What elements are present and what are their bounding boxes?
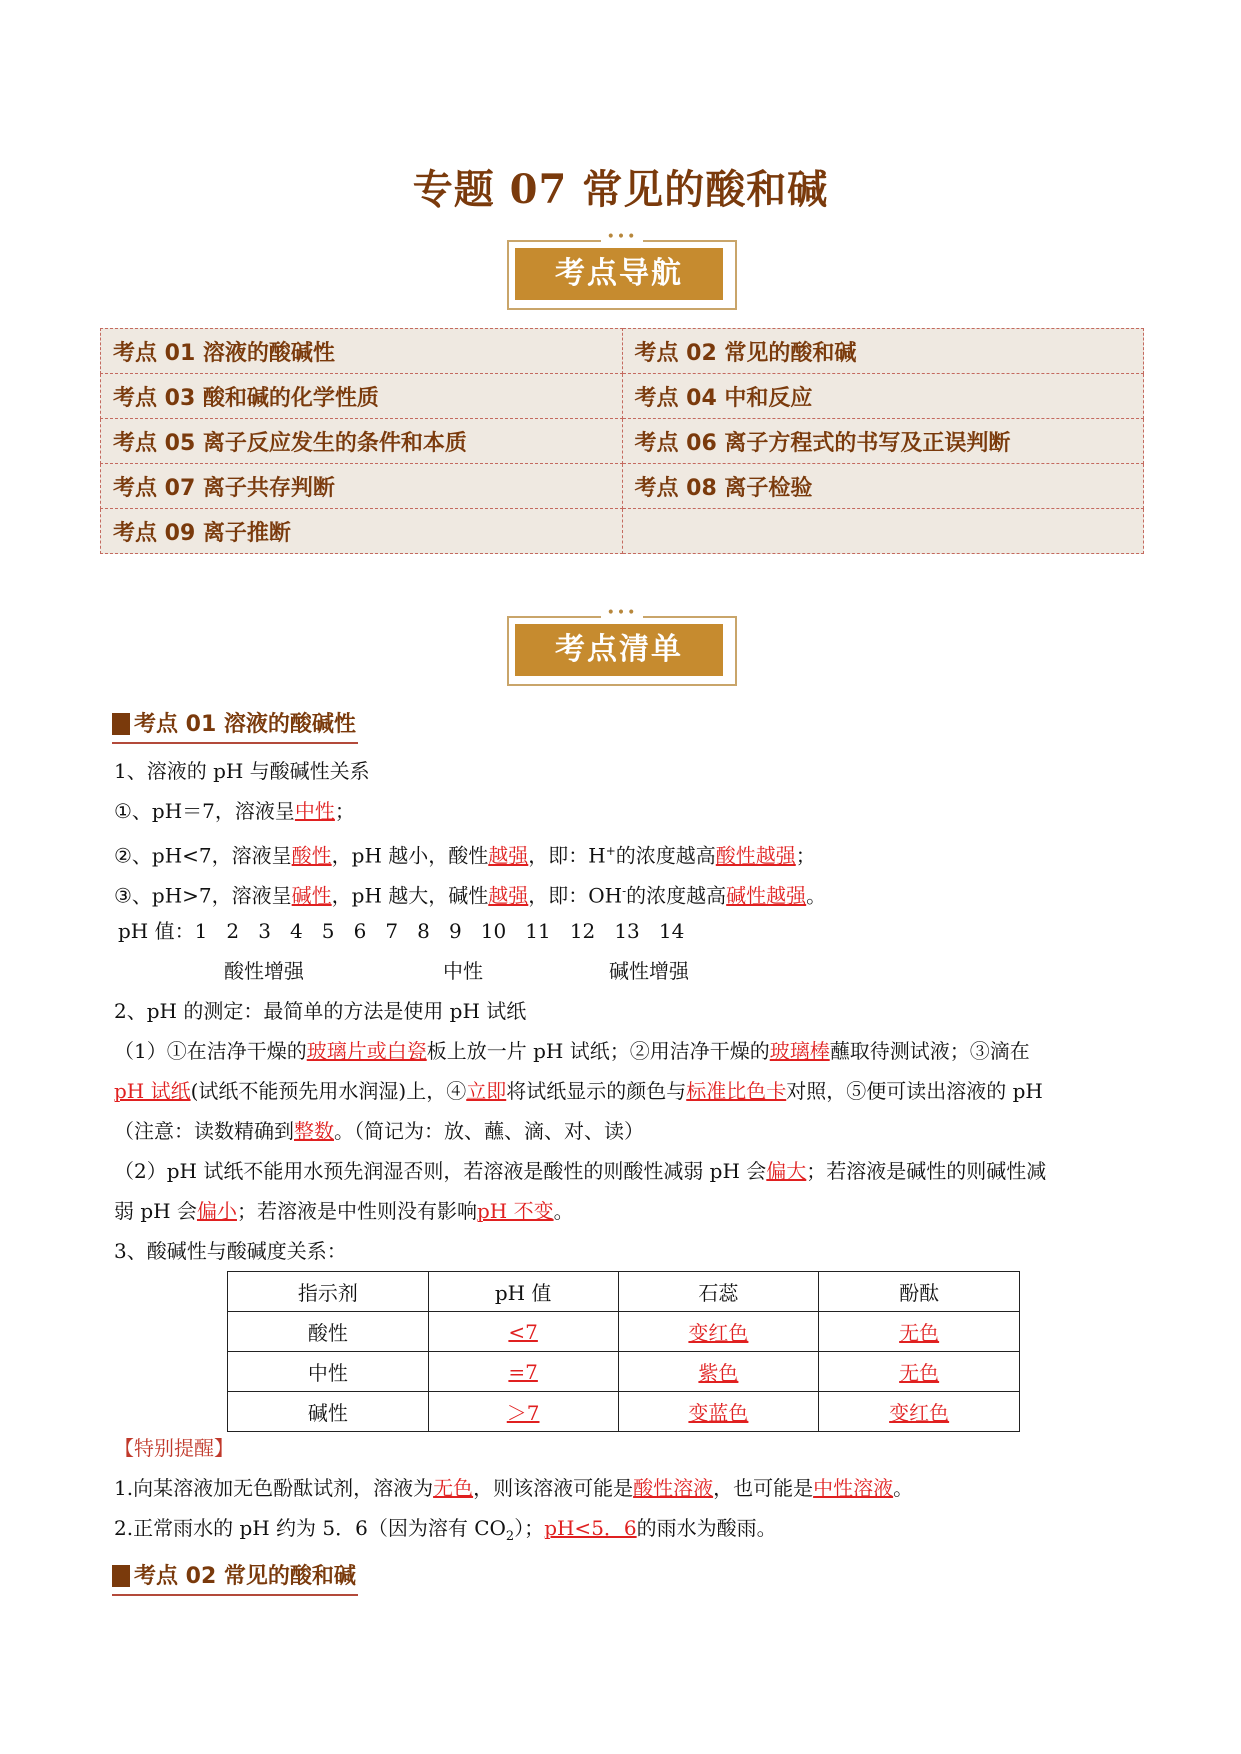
text-line: （注意：读数精确到整数。（简记为：放、蘸、滴、对、读） — [114, 1119, 644, 1143]
answer-blank: 标准比色卡 — [686, 1079, 787, 1103]
answer-blank: 偏小 — [196, 1199, 237, 1223]
text-line: 2、pH 的测定：最简单的方法是使用 pH 试纸 — [114, 999, 527, 1023]
table-cell: <7 — [428, 1312, 618, 1352]
table-cell: 变红色 — [618, 1312, 819, 1352]
answer-blank: 玻璃片或白瓷 — [306, 1039, 427, 1063]
banner-dots: ••• — [507, 608, 737, 618]
answer-blank: 碱性越强 — [726, 883, 807, 908]
answer-blank: 酸性溶液 — [633, 1476, 714, 1500]
text-line: ③、pH>7，溶液呈碱性，pH 越大，碱性越强，即：OH-的浓度越高碱性越强。 — [114, 883, 827, 908]
section-heading-01: 考点 01 溶液的酸碱性 — [112, 708, 358, 744]
heading-square-icon — [112, 713, 130, 735]
table-cell: =7 — [428, 1352, 618, 1392]
nav-item[interactable]: 考点 09 离子推断 — [101, 509, 623, 554]
nav-item[interactable]: 考点 01 溶液的酸碱性 — [101, 329, 623, 374]
table-cell: 中性 — [228, 1352, 429, 1392]
heading-square-icon — [112, 1565, 130, 1587]
nav-item-empty — [622, 509, 1144, 554]
section-banner-list — [507, 605, 737, 684]
nav-item[interactable]: 考点 02 常见的酸和碱 — [622, 329, 1144, 374]
answer-blank: 偏大 — [766, 1159, 807, 1183]
answer-blank: 碱性 — [291, 883, 332, 908]
text-line: 1.向某溶液加无色酚酞试剂，溶液为无色，则该溶液可能是酸性溶液，也可能是中性溶液。 — [114, 1476, 914, 1500]
section-heading-02: 考点 02 常见的酸和碱 — [112, 1560, 358, 1596]
answer-blank: 越强 — [488, 883, 529, 908]
nav-item[interactable]: 考点 03 酸和碱的化学性质 — [101, 374, 623, 419]
answer-blank: 无色 — [433, 1476, 474, 1500]
nav-item[interactable]: 考点 06 离子方程式的书写及正误判断 — [622, 419, 1144, 464]
table-cell: 无色 — [819, 1352, 1020, 1392]
page-title: 专题 07 常见的酸和碱 — [412, 166, 829, 213]
answer-blank: pH<5．6 — [544, 1516, 637, 1540]
banner-dots: ••• — [507, 232, 737, 242]
text-line: 3、酸碱性与酸碱度关系： — [114, 1239, 347, 1263]
scale-label-neutral: 中性 — [443, 959, 483, 983]
text-line: （1）①在洁净干燥的玻璃片或白瓷板上放一片 pH 试纸；②用洁净干燥的玻璃棒蘸取待测试液；③滴在 — [114, 1039, 1030, 1063]
text-line: pH 试纸(试纸不能预先用水润湿)上，④立即将试纸显示的颜色与标准比色卡对照，⑤便可读出溶液的 pH — [114, 1079, 1043, 1103]
text-line: ①、pH＝7，溶液呈中性； — [114, 799, 355, 823]
nav-table — [100, 328, 1144, 554]
ph-scale: pH 值：1 2 3 4 5 6 7 8 9 10 11 12 13 14 — [118, 919, 685, 943]
table-row — [228, 1352, 1020, 1392]
scale-label-base: 碱性增强 — [609, 959, 689, 983]
answer-blank: 越强 — [488, 843, 529, 868]
table-cell: 变蓝色 — [618, 1392, 819, 1432]
indicator-table — [227, 1271, 1020, 1432]
nav-item[interactable]: 考点 04 中和反应 — [622, 374, 1144, 419]
table-row — [228, 1312, 1020, 1352]
text-line: （2）pH 试纸不能用水预先润湿否则，若溶液是酸性的则酸性减弱 pH 会偏大；若溶液是碱性的则碱性减 — [114, 1159, 1047, 1183]
table-cell: 酸性 — [228, 1312, 429, 1352]
answer-blank: pH 试纸 — [114, 1079, 191, 1103]
answer-blank: 酸性越强 — [715, 843, 796, 868]
table-header-cell: 酚酞 — [819, 1272, 1020, 1312]
table-cell: 碱性 — [228, 1392, 429, 1432]
answer-blank: pH 不变 — [476, 1199, 554, 1223]
table-cell: 无色 — [819, 1312, 1020, 1352]
scale-label-acid: 酸性增强 — [224, 959, 304, 983]
text-line: 1、溶液的 pH 与酸碱性关系 — [114, 759, 370, 783]
nav-item[interactable]: 考点 05 离子反应发生的条件和本质 — [101, 419, 623, 464]
special-reminder-label: 【特别提醒】 — [114, 1436, 234, 1460]
answer-blank: 玻璃棒 — [769, 1039, 830, 1063]
section-banner-nav — [507, 229, 737, 308]
answer-blank: 整数 — [294, 1119, 334, 1143]
table-header-row — [228, 1272, 1020, 1312]
table-cell: ＞7 — [428, 1392, 618, 1432]
answer-blank: 中性 — [294, 799, 335, 823]
text-line: 弱 pH 会偏小；若溶液是中性则没有影响pH 不变。 — [114, 1199, 574, 1223]
table-header-cell: 石蕊 — [618, 1272, 819, 1312]
table-cell: 变红色 — [819, 1392, 1020, 1432]
table-header-cell: 指示剂 — [228, 1272, 429, 1312]
text-line: 2.正常雨水的 pH 约为 5．6（因为溶有 $CO_2$）；pH<5．6的雨水为酸雨。 — [114, 1516, 777, 1544]
nav-item[interactable]: 考点 07 离子共存判断 — [101, 464, 623, 509]
banner-label: 考点清单 — [515, 624, 723, 676]
banner-label: 考点导航 — [515, 248, 723, 300]
table-cell: 紫色 — [618, 1352, 819, 1392]
answer-blank: 酸性 — [291, 843, 332, 868]
text-line: ②、pH<7，溶液呈酸性，pH 越小，酸性越强，即：H+的浓度越高酸性越强； — [114, 843, 816, 868]
table-row — [228, 1392, 1020, 1432]
nav-item[interactable]: 考点 08 离子检验 — [622, 464, 1144, 509]
table-header-cell: pH 值 — [428, 1272, 618, 1312]
answer-blank: 立即 — [466, 1079, 507, 1103]
answer-blank: 中性溶液 — [813, 1476, 894, 1500]
